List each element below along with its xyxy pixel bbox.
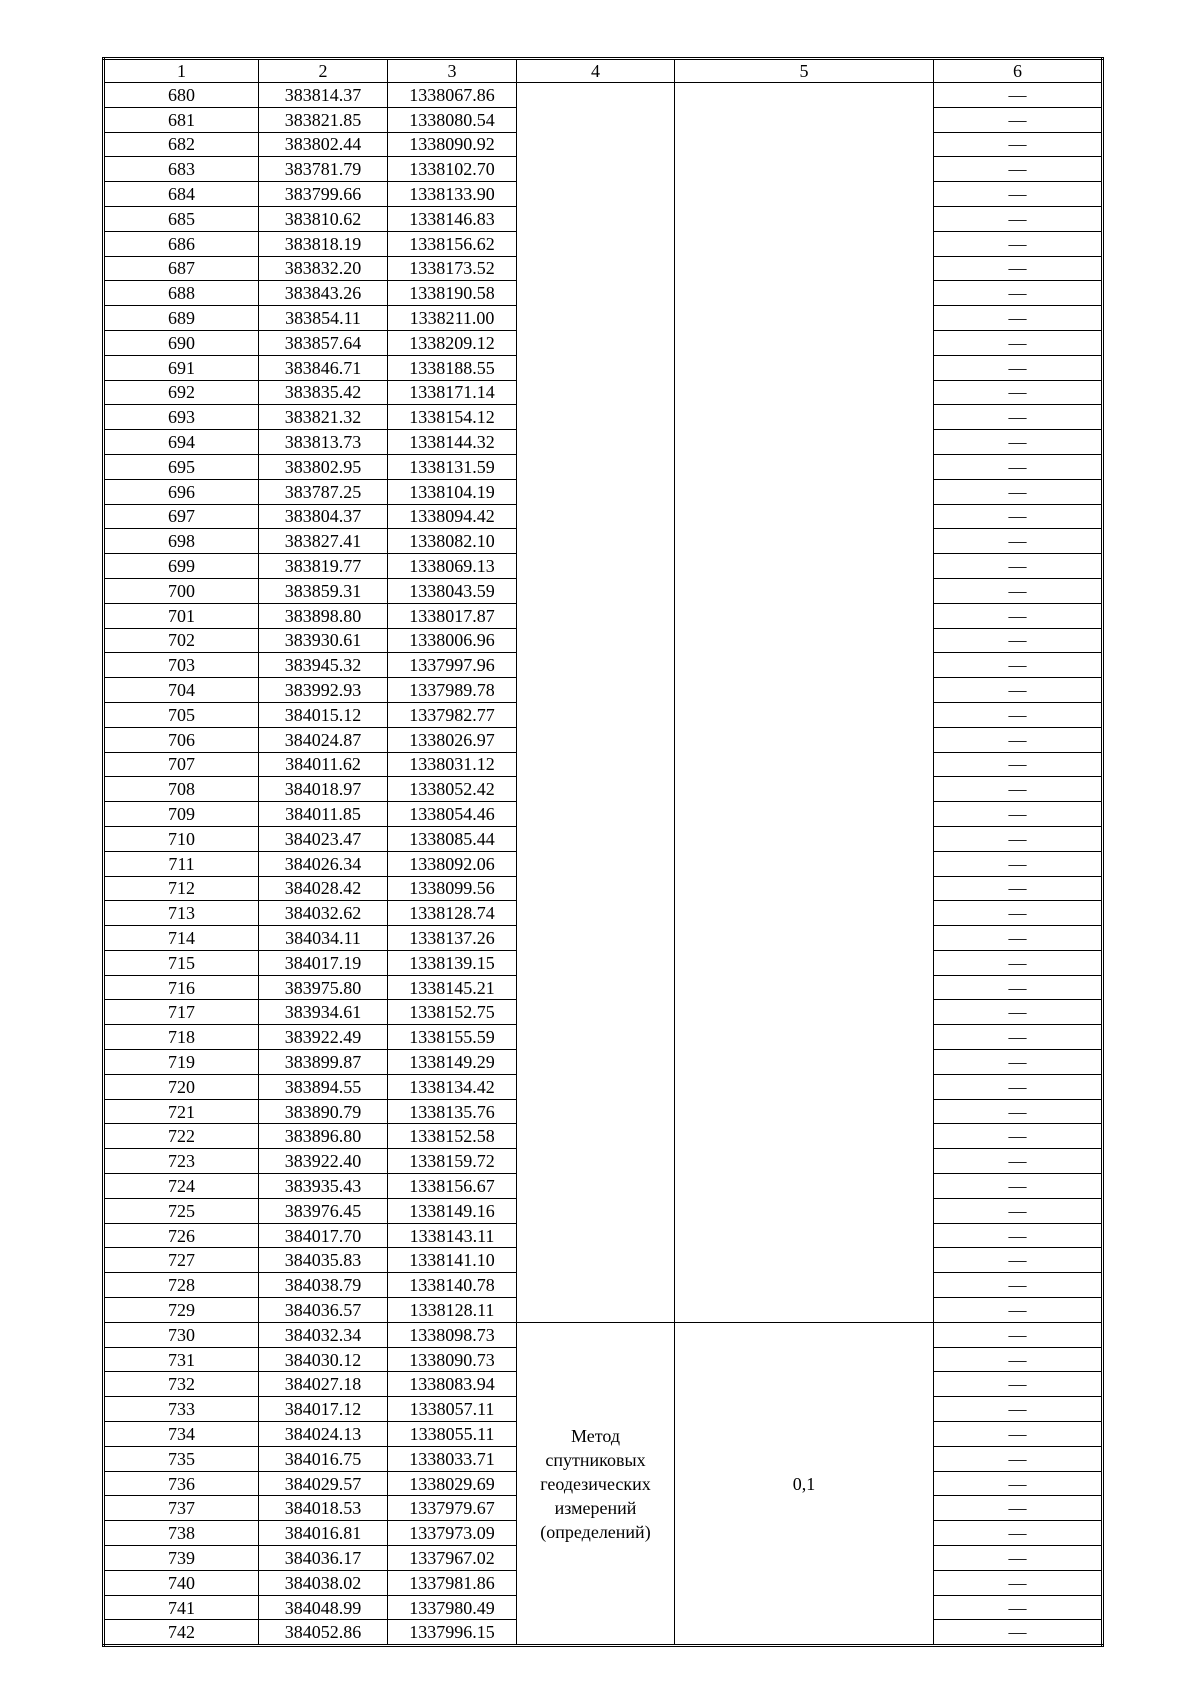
x-coordinate-cell: 383821.85: [259, 107, 388, 132]
point-number-cell: 740: [104, 1570, 259, 1595]
x-coordinate-cell: 384024.13: [259, 1422, 388, 1447]
point-number-cell: 738: [104, 1521, 259, 1546]
x-coordinate-cell: 383945.32: [259, 653, 388, 678]
column-6-dash-cell: —: [934, 529, 1103, 554]
x-coordinate-cell: 383935.43: [259, 1174, 388, 1199]
y-coordinate-cell: 1338099.56: [388, 876, 517, 901]
point-number-cell: 689: [104, 306, 259, 331]
y-coordinate-cell: 1338144.32: [388, 430, 517, 455]
y-coordinate-cell: 1338152.58: [388, 1124, 517, 1149]
y-coordinate-cell: 1338082.10: [388, 529, 517, 554]
point-number-cell: 715: [104, 950, 259, 975]
point-number-cell: 698: [104, 529, 259, 554]
column-6-dash-cell: —: [934, 926, 1103, 951]
x-coordinate-cell: 384017.19: [259, 950, 388, 975]
point-number-cell: 712: [104, 876, 259, 901]
point-number-cell: 704: [104, 678, 259, 703]
y-coordinate-cell: 1338134.42: [388, 1074, 517, 1099]
column-6-dash-cell: —: [934, 1347, 1103, 1372]
point-number-cell: 708: [104, 777, 259, 802]
y-coordinate-cell: 1338155.59: [388, 1025, 517, 1050]
x-coordinate-cell: 384036.17: [259, 1546, 388, 1571]
y-coordinate-cell: 1337967.02: [388, 1546, 517, 1571]
y-coordinate-cell: 1338173.52: [388, 256, 517, 281]
x-coordinate-cell: 384011.85: [259, 802, 388, 827]
column-6-dash-cell: —: [934, 430, 1103, 455]
column-6-dash-cell: —: [934, 479, 1103, 504]
x-coordinate-cell: 384052.86: [259, 1620, 388, 1646]
x-coordinate-cell: 384030.12: [259, 1347, 388, 1372]
y-coordinate-cell: 1338067.86: [388, 83, 517, 108]
x-coordinate-cell: 383787.25: [259, 479, 388, 504]
y-coordinate-cell: 1338080.54: [388, 107, 517, 132]
x-coordinate-cell: 383846.71: [259, 355, 388, 380]
x-coordinate-cell: 383832.20: [259, 256, 388, 281]
x-coordinate-cell: 384032.62: [259, 901, 388, 926]
point-number-cell: 692: [104, 380, 259, 405]
column-header-2: 2: [259, 59, 388, 83]
y-coordinate-cell: 1338026.97: [388, 727, 517, 752]
column-6-dash-cell: —: [934, 1521, 1103, 1546]
point-number-cell: 722: [104, 1124, 259, 1149]
point-number-cell: 727: [104, 1248, 259, 1273]
x-coordinate-cell: 383934.61: [259, 1000, 388, 1025]
column-6-dash-cell: —: [934, 702, 1103, 727]
x-coordinate-cell: 384048.99: [259, 1595, 388, 1620]
y-coordinate-cell: 1338190.58: [388, 281, 517, 306]
column-6-dash-cell: —: [934, 975, 1103, 1000]
column-6-dash-cell: —: [934, 132, 1103, 157]
method-text-line: спутниковых: [545, 1449, 646, 1470]
y-coordinate-cell: 1338152.75: [388, 1000, 517, 1025]
x-coordinate-cell: 384011.62: [259, 752, 388, 777]
x-coordinate-cell: 383899.87: [259, 1050, 388, 1075]
y-coordinate-cell: 1338094.42: [388, 504, 517, 529]
column-6-dash-cell: —: [934, 454, 1103, 479]
point-number-cell: 684: [104, 182, 259, 207]
point-number-cell: 710: [104, 826, 259, 851]
y-coordinate-cell: 1338052.42: [388, 777, 517, 802]
y-coordinate-cell: 1338090.73: [388, 1347, 517, 1372]
y-coordinate-cell: 1338137.26: [388, 926, 517, 951]
y-coordinate-cell: 1338133.90: [388, 182, 517, 207]
column-6-dash-cell: —: [934, 1273, 1103, 1298]
x-coordinate-cell: 384024.87: [259, 727, 388, 752]
column-6-dash-cell: —: [934, 281, 1103, 306]
point-number-cell: 699: [104, 554, 259, 579]
method-cell-empty: [517, 83, 675, 1323]
x-coordinate-cell: 383857.64: [259, 330, 388, 355]
column-6-dash-cell: —: [934, 306, 1103, 331]
x-coordinate-cell: 383813.73: [259, 430, 388, 455]
column-6-dash-cell: —: [934, 628, 1103, 653]
column-6-dash-cell: —: [934, 1620, 1103, 1646]
y-coordinate-cell: 1337981.86: [388, 1570, 517, 1595]
column-6-dash-cell: —: [934, 182, 1103, 207]
column-6-dash-cell: —: [934, 1198, 1103, 1223]
y-coordinate-cell: 1337989.78: [388, 678, 517, 703]
x-coordinate-cell: 383898.80: [259, 603, 388, 628]
x-coordinate-cell: 383781.79: [259, 157, 388, 182]
method-text-line: (определений): [540, 1521, 651, 1542]
point-number-cell: 685: [104, 206, 259, 231]
coordinates-sheet: [102, 57, 1101, 1647]
x-coordinate-cell: 384016.75: [259, 1446, 388, 1471]
x-coordinate-cell: 383896.80: [259, 1124, 388, 1149]
column-6-dash-cell: —: [934, 1248, 1103, 1273]
x-coordinate-cell: 384038.79: [259, 1273, 388, 1298]
y-coordinate-cell: 1338149.29: [388, 1050, 517, 1075]
column-6-dash-cell: —: [934, 504, 1103, 529]
x-coordinate-cell: 383894.55: [259, 1074, 388, 1099]
y-coordinate-cell: 1338156.62: [388, 231, 517, 256]
table-row: [104, 83, 1103, 108]
x-coordinate-cell: 384017.70: [259, 1223, 388, 1248]
column-6-dash-cell: —: [934, 901, 1103, 926]
point-number-cell: 686: [104, 231, 259, 256]
y-coordinate-cell: 1338146.83: [388, 206, 517, 231]
coordinates-table: [102, 57, 1104, 1647]
point-number-cell: 737: [104, 1496, 259, 1521]
x-coordinate-cell: 383976.45: [259, 1198, 388, 1223]
x-coordinate-cell: 384026.34: [259, 851, 388, 876]
x-coordinate-cell: 384029.57: [259, 1471, 388, 1496]
y-coordinate-cell: 1338188.55: [388, 355, 517, 380]
point-number-cell: 714: [104, 926, 259, 951]
point-number-cell: 741: [104, 1595, 259, 1620]
x-coordinate-cell: 383992.93: [259, 678, 388, 703]
y-coordinate-cell: 1338140.78: [388, 1273, 517, 1298]
point-number-cell: 723: [104, 1149, 259, 1174]
column-6-dash-cell: —: [934, 802, 1103, 827]
y-coordinate-cell: 1338159.72: [388, 1149, 517, 1174]
column-6-dash-cell: —: [934, 1422, 1103, 1447]
column-6-dash-cell: —: [934, 1496, 1103, 1521]
point-number-cell: 735: [104, 1446, 259, 1471]
column-6-dash-cell: —: [934, 1471, 1103, 1496]
y-coordinate-cell: 1338143.11: [388, 1223, 517, 1248]
x-coordinate-cell: 384034.11: [259, 926, 388, 951]
x-coordinate-cell: 383859.31: [259, 578, 388, 603]
point-number-cell: 694: [104, 430, 259, 455]
column-6-dash-cell: —: [934, 1595, 1103, 1620]
y-coordinate-cell: 1338171.14: [388, 380, 517, 405]
point-number-cell: 702: [104, 628, 259, 653]
column-6-dash-cell: —: [934, 1322, 1103, 1347]
x-coordinate-cell: 383802.95: [259, 454, 388, 479]
column-6-dash-cell: —: [934, 950, 1103, 975]
column-6-dash-cell: —: [934, 256, 1103, 281]
point-number-cell: 688: [104, 281, 259, 306]
column-6-dash-cell: —: [934, 1546, 1103, 1571]
point-number-cell: 728: [104, 1273, 259, 1298]
point-number-cell: 716: [104, 975, 259, 1000]
column-6-dash-cell: —: [934, 1174, 1103, 1199]
y-coordinate-cell: 1338139.15: [388, 950, 517, 975]
point-number-cell: 682: [104, 132, 259, 157]
column-6-dash-cell: —: [934, 752, 1103, 777]
point-number-cell: 697: [104, 504, 259, 529]
y-coordinate-cell: 1338135.76: [388, 1099, 517, 1124]
x-coordinate-cell: 384018.97: [259, 777, 388, 802]
y-coordinate-cell: 1338154.12: [388, 405, 517, 430]
y-coordinate-cell: 1338098.73: [388, 1322, 517, 1347]
y-coordinate-cell: 1338104.19: [388, 479, 517, 504]
x-coordinate-cell: 384018.53: [259, 1496, 388, 1521]
point-number-cell: 700: [104, 578, 259, 603]
point-number-cell: 724: [104, 1174, 259, 1199]
y-coordinate-cell: 1338069.13: [388, 554, 517, 579]
column-header-5: 5: [675, 59, 934, 83]
y-coordinate-cell: 1337996.15: [388, 1620, 517, 1646]
method-text-line: измерений: [554, 1497, 637, 1518]
point-number-cell: 742: [104, 1620, 259, 1646]
y-coordinate-cell: 1338055.11: [388, 1422, 517, 1447]
column-6-dash-cell: —: [934, 1050, 1103, 1075]
column-6-dash-cell: —: [934, 157, 1103, 182]
point-number-cell: 683: [104, 157, 259, 182]
y-coordinate-cell: 1338083.94: [388, 1372, 517, 1397]
y-coordinate-cell: 1338209.12: [388, 330, 517, 355]
column-6-dash-cell: —: [934, 1223, 1103, 1248]
y-coordinate-cell: 1338149.16: [388, 1198, 517, 1223]
point-number-cell: 720: [104, 1074, 259, 1099]
point-number-cell: 731: [104, 1347, 259, 1372]
x-coordinate-cell: 383799.66: [259, 182, 388, 207]
y-coordinate-cell: 1337997.96: [388, 653, 517, 678]
column-6-dash-cell: —: [934, 1000, 1103, 1025]
point-number-cell: 734: [104, 1422, 259, 1447]
point-number-cell: 732: [104, 1372, 259, 1397]
column-6-dash-cell: —: [934, 405, 1103, 430]
column-6-dash-cell: —: [934, 107, 1103, 132]
column-6-dash-cell: —: [934, 206, 1103, 231]
x-coordinate-cell: 383804.37: [259, 504, 388, 529]
column-header-1: 1: [104, 59, 259, 83]
point-number-cell: 691: [104, 355, 259, 380]
method-cell: [517, 1322, 675, 1645]
column-6-dash-cell: —: [934, 1372, 1103, 1397]
column-6-dash-cell: —: [934, 1025, 1103, 1050]
column-6-dash-cell: —: [934, 1149, 1103, 1174]
x-coordinate-cell: 383922.49: [259, 1025, 388, 1050]
point-number-cell: 726: [104, 1223, 259, 1248]
column-6-dash-cell: —: [934, 330, 1103, 355]
y-coordinate-cell: 1338145.21: [388, 975, 517, 1000]
y-coordinate-cell: 1338033.71: [388, 1446, 517, 1471]
x-coordinate-cell: 384036.57: [259, 1298, 388, 1323]
point-number-cell: 681: [104, 107, 259, 132]
point-number-cell: 701: [104, 603, 259, 628]
point-number-cell: 693: [104, 405, 259, 430]
point-number-cell: 695: [104, 454, 259, 479]
point-number-cell: 717: [104, 1000, 259, 1025]
column-header-3: 3: [388, 59, 517, 83]
x-coordinate-cell: 383802.44: [259, 132, 388, 157]
x-coordinate-cell: 383930.61: [259, 628, 388, 653]
coordinates-table-body: [104, 59, 1103, 1646]
x-coordinate-cell: 384015.12: [259, 702, 388, 727]
point-number-cell: 718: [104, 1025, 259, 1050]
column-6-dash-cell: —: [934, 1570, 1103, 1595]
y-coordinate-cell: 1337980.49: [388, 1595, 517, 1620]
point-number-cell: 736: [104, 1471, 259, 1496]
point-number-cell: 687: [104, 256, 259, 281]
x-coordinate-cell: 384017.12: [259, 1397, 388, 1422]
point-number-cell: 709: [104, 802, 259, 827]
x-coordinate-cell: 384027.18: [259, 1372, 388, 1397]
column-6-dash-cell: —: [934, 1397, 1103, 1422]
y-coordinate-cell: 1338141.10: [388, 1248, 517, 1273]
y-coordinate-cell: 1338092.06: [388, 851, 517, 876]
column-6-dash-cell: —: [934, 653, 1103, 678]
column-6-dash-cell: —: [934, 83, 1103, 108]
y-coordinate-cell: 1337973.09: [388, 1521, 517, 1546]
y-coordinate-cell: 1338128.11: [388, 1298, 517, 1323]
column-6-dash-cell: —: [934, 1298, 1103, 1323]
y-coordinate-cell: 1338090.92: [388, 132, 517, 157]
point-number-cell: 713: [104, 901, 259, 926]
column-6-dash-cell: —: [934, 1124, 1103, 1149]
column-header-row: [104, 59, 1103, 83]
column-6-dash-cell: —: [934, 826, 1103, 851]
x-coordinate-cell: 383843.26: [259, 281, 388, 306]
x-coordinate-cell: 384023.47: [259, 826, 388, 851]
x-coordinate-cell: 384028.42: [259, 876, 388, 901]
x-coordinate-cell: 383854.11: [259, 306, 388, 331]
x-coordinate-cell: 383818.19: [259, 231, 388, 256]
column-6-dash-cell: —: [934, 603, 1103, 628]
y-coordinate-cell: 1338031.12: [388, 752, 517, 777]
y-coordinate-cell: 1338054.46: [388, 802, 517, 827]
y-coordinate-cell: 1337979.67: [388, 1496, 517, 1521]
y-coordinate-cell: 1338017.87: [388, 603, 517, 628]
column-6-dash-cell: —: [934, 851, 1103, 876]
y-coordinate-cell: 1337982.77: [388, 702, 517, 727]
x-coordinate-cell: 383819.77: [259, 554, 388, 579]
point-number-cell: 703: [104, 653, 259, 678]
point-number-cell: 707: [104, 752, 259, 777]
point-number-cell: 711: [104, 851, 259, 876]
column-6-dash-cell: —: [934, 578, 1103, 603]
x-coordinate-cell: 383890.79: [259, 1099, 388, 1124]
y-coordinate-cell: 1338156.67: [388, 1174, 517, 1199]
y-coordinate-cell: 1338043.59: [388, 578, 517, 603]
column-6-dash-cell: —: [934, 1446, 1103, 1471]
y-coordinate-cell: 1338085.44: [388, 826, 517, 851]
point-number-cell: 733: [104, 1397, 259, 1422]
accuracy-cell: 0,1: [675, 1322, 934, 1645]
point-number-cell: 696: [104, 479, 259, 504]
column-6-dash-cell: —: [934, 727, 1103, 752]
column-header-6: 6: [934, 59, 1103, 83]
point-number-cell: 721: [104, 1099, 259, 1124]
y-coordinate-cell: 1338211.00: [388, 306, 517, 331]
table-row: [104, 1322, 1103, 1347]
point-number-cell: 680: [104, 83, 259, 108]
x-coordinate-cell: 383835.42: [259, 380, 388, 405]
x-coordinate-cell: 383975.80: [259, 975, 388, 1000]
column-header-4: 4: [517, 59, 675, 83]
x-coordinate-cell: 383821.32: [259, 405, 388, 430]
y-coordinate-cell: 1338131.59: [388, 454, 517, 479]
y-coordinate-cell: 1338057.11: [388, 1397, 517, 1422]
column-6-dash-cell: —: [934, 355, 1103, 380]
point-number-cell: 725: [104, 1198, 259, 1223]
column-6-dash-cell: —: [934, 1099, 1103, 1124]
column-6-dash-cell: —: [934, 777, 1103, 802]
x-coordinate-cell: 384032.34: [259, 1322, 388, 1347]
y-coordinate-cell: 1338102.70: [388, 157, 517, 182]
y-coordinate-cell: 1338006.96: [388, 628, 517, 653]
x-coordinate-cell: 384038.02: [259, 1570, 388, 1595]
y-coordinate-cell: 1338128.74: [388, 901, 517, 926]
point-number-cell: 705: [104, 702, 259, 727]
point-number-cell: 729: [104, 1298, 259, 1323]
column-6-dash-cell: —: [934, 678, 1103, 703]
point-number-cell: 719: [104, 1050, 259, 1075]
point-number-cell: 690: [104, 330, 259, 355]
column-6-dash-cell: —: [934, 231, 1103, 256]
x-coordinate-cell: 384035.83: [259, 1248, 388, 1273]
accuracy-cell-empty: [675, 83, 934, 1323]
method-text-line: геодезических: [540, 1473, 651, 1494]
x-coordinate-cell: 383810.62: [259, 206, 388, 231]
point-number-cell: 706: [104, 727, 259, 752]
column-6-dash-cell: —: [934, 876, 1103, 901]
y-coordinate-cell: 1338029.69: [388, 1471, 517, 1496]
point-number-cell: 739: [104, 1546, 259, 1571]
x-coordinate-cell: 383827.41: [259, 529, 388, 554]
point-number-cell: 730: [104, 1322, 259, 1347]
column-6-dash-cell: —: [934, 1074, 1103, 1099]
x-coordinate-cell: 383922.40: [259, 1149, 388, 1174]
column-6-dash-cell: —: [934, 380, 1103, 405]
x-coordinate-cell: 384016.81: [259, 1521, 388, 1546]
x-coordinate-cell: 383814.37: [259, 83, 388, 108]
column-6-dash-cell: —: [934, 554, 1103, 579]
method-text-line: Метод: [570, 1425, 621, 1446]
